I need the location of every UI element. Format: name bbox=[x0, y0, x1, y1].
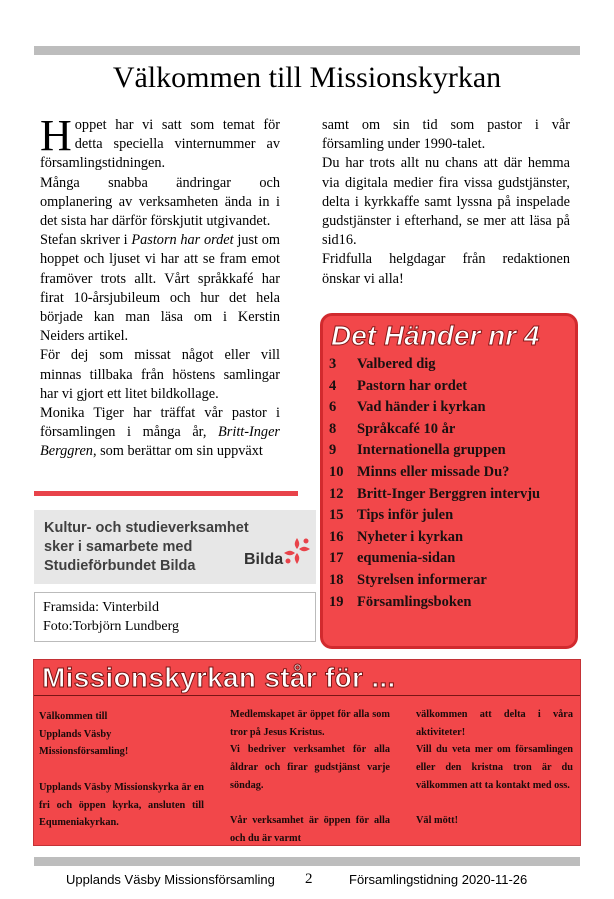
article-column-2 bbox=[322, 116, 570, 289]
contents-item bbox=[329, 440, 574, 462]
bilda-logo bbox=[244, 536, 306, 574]
article-paragraph: Många snabba ändringar och omplanering av verksamheten ända in i det sista har därför förskjutit utgivandet. bbox=[40, 174, 280, 230]
contents-item bbox=[329, 419, 574, 441]
stands-for-rule bbox=[34, 695, 580, 696]
stands-column-2: Medlemskapet är öppet för alla som tror på Jesus Kristus. Vi bedriver verksamhet för alla åldrar och firar gudstjänst varje söndag. Vår verksamhet är öppen för alla och du är varmt bbox=[230, 709, 390, 844]
contents-page-number: 3 bbox=[329, 356, 337, 372]
article-paragraph: Monika Tiger har träffat vår pastor i församlingen i många år, Britt-Inger Berggren, som berättar om sin uppväxt bbox=[40, 405, 280, 460]
contents-page-number: 12 bbox=[329, 485, 344, 502]
top-rule bbox=[34, 46, 580, 55]
contents-item-label: Nyheter i kyrkan bbox=[357, 528, 464, 545]
contents-item-label: Språkcafé 10 år bbox=[357, 420, 456, 437]
contents-item bbox=[329, 505, 574, 527]
stands-column-1: Välkommen till Upplands Väsby Missionsförsamling! Upplands Väsby Missionskyrka är en fri och öppen kyrka, ansluten till Equmeniakyrkan. bbox=[39, 711, 204, 829]
contents-item bbox=[329, 397, 574, 419]
contents-page-number: 9 bbox=[329, 442, 337, 459]
cover-caption: Framsida: Vinterbild Foto:Torbjörn Lundberg bbox=[34, 592, 316, 642]
contents-page-number: 15 bbox=[329, 507, 344, 524]
contents-item bbox=[329, 570, 574, 592]
contents-list bbox=[329, 354, 574, 613]
footer-publisher: Upplands Väsby Missionsförsamling bbox=[66, 872, 275, 887]
contents-page-number: 17 bbox=[329, 550, 344, 567]
contents-page-number: 16 bbox=[329, 528, 344, 545]
contents-item-label: Internationella gruppen bbox=[357, 442, 506, 459]
article-paragraph: Hoppet har vi satt som temat för detta speciella vinternummer av församlingstidningen. bbox=[40, 111, 280, 172]
contents-item bbox=[329, 376, 574, 398]
article-paragraph: Du har trots allt nu chans att där hemma via digitala medier fira vissa gudstjänster, delta i kyrkkaffe samt lyssna på inspelade gudstjänster i efterhand, se mer att läsa på sid16. bbox=[322, 155, 570, 249]
footer-issue: Församlingstidning 2020-11-26 bbox=[349, 872, 528, 887]
contents-item bbox=[329, 592, 574, 614]
contents-item bbox=[329, 462, 574, 484]
article-paragraph: För dej som missat något eller vill minnas tillbaka från höstens samlingar har vi gjort ett litet bildkollage. bbox=[40, 347, 280, 402]
stands-column-3: välkommen att delta i våra aktiviteter! Vill du veta mer om församlingen eller den kristna tron är du välkommen att ta kontakt med oss. Väl mött! bbox=[416, 709, 573, 827]
contents-item-label: Pastorn har ordet bbox=[357, 377, 468, 394]
contents-page-number: 19 bbox=[329, 593, 344, 610]
contents-page-number: 6 bbox=[329, 399, 337, 416]
contents-page-number: 8 bbox=[329, 420, 337, 437]
contents-item bbox=[329, 548, 574, 570]
article-paragraph: Stefan skriver i Pastorn har ordet just om hoppet och ljuset vi har att se fram emot framöver trots allt. Vårt språkkafé har firat 10-årsjubileum och hur det hela började kan man läsa om i Kerstin Neiders artikel. bbox=[40, 232, 281, 345]
bilda-banner bbox=[34, 510, 316, 584]
contents-item-label: equmenia-sidan bbox=[357, 550, 456, 567]
contents-item bbox=[329, 527, 574, 549]
contents-item bbox=[329, 484, 574, 506]
bilda-logo-text: Bilda bbox=[244, 551, 284, 568]
contents-title: Det Händer nr 4 bbox=[331, 320, 540, 351]
contents-page-number: 18 bbox=[329, 571, 344, 588]
contents-item-label: Tips inför julen bbox=[357, 507, 454, 524]
bilda-text: Kultur- och studieverksamhet sker i samarbete med Studieförbundet Bilda bbox=[44, 520, 249, 574]
contents-page-number: 4 bbox=[329, 377, 337, 394]
contents-item bbox=[329, 354, 574, 376]
contents-item-label: Britt-Inger Berggren intervju bbox=[357, 485, 541, 502]
article-column-1 bbox=[40, 111, 281, 462]
red-divider bbox=[34, 491, 298, 496]
contents-item-label: Valbered dig bbox=[357, 356, 436, 372]
stands-for-box bbox=[33, 659, 581, 846]
drop-cap: H bbox=[40, 111, 72, 160]
stands-for-title: Missionskyrkan står för ... bbox=[42, 662, 396, 693]
bilda-flower-icon bbox=[282, 536, 312, 566]
page-title: Välkommen till Missionskyrkan bbox=[112, 61, 502, 94]
contents-item-label: Styrelsen informerar bbox=[357, 571, 487, 588]
page-number: 2 bbox=[305, 871, 313, 887]
article-paragraph: Fridfulla helgdagar från redaktionen önskar vi alla! bbox=[322, 251, 570, 287]
contents-item-label: Minns eller missade Du? bbox=[357, 463, 510, 480]
article-paragraph: samt om sin tid som pastor i vår församling under 1990-talet. bbox=[322, 117, 570, 153]
contents-box bbox=[320, 313, 578, 649]
contents-page-number: 10 bbox=[329, 463, 344, 480]
bottom-rule bbox=[34, 857, 580, 866]
contents-item-label: Vad händer i kyrkan bbox=[357, 399, 486, 416]
contents-item-label: Församlingsboken bbox=[357, 593, 472, 610]
